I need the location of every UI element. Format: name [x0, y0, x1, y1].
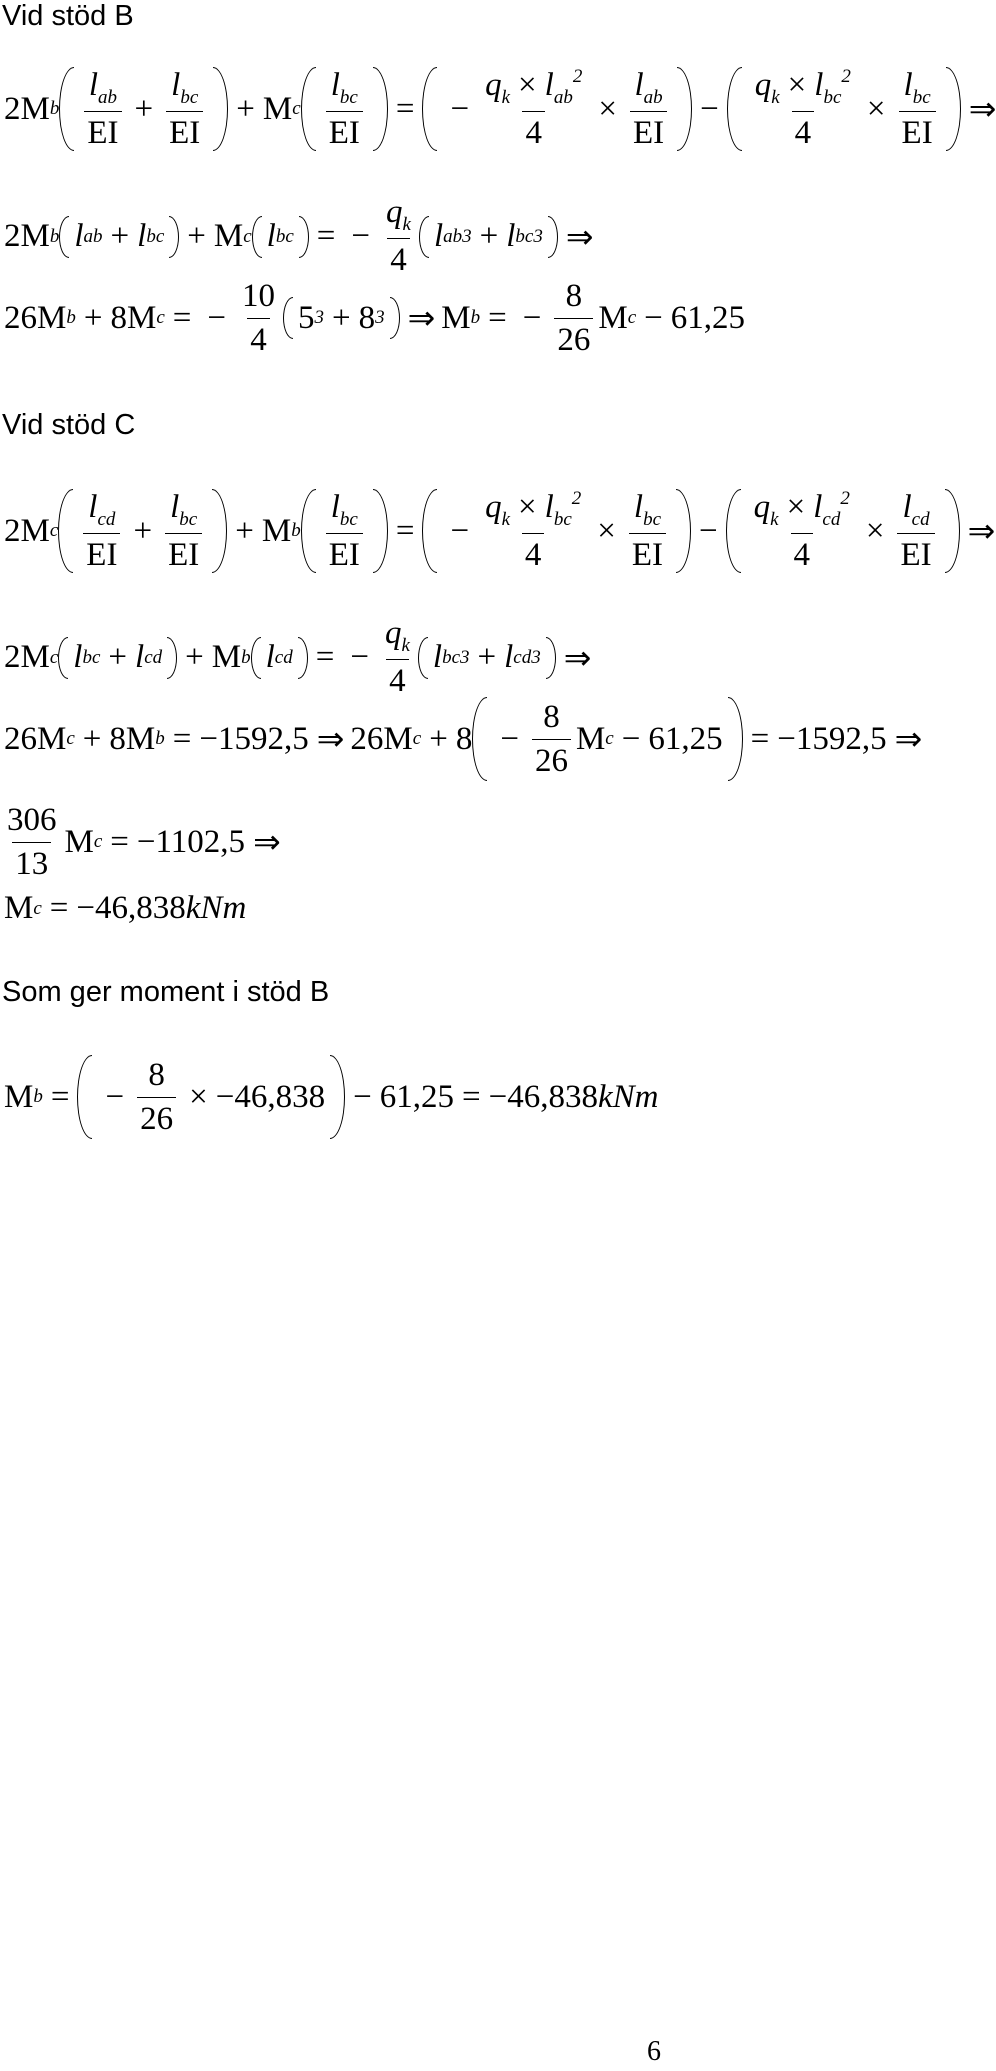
- equation-b-2: 2M b l ab + l bc + M c l bc = − $\frac{q_k}{4}$ l ab 3 + l bc 3 ⇒: [4, 194, 594, 279]
- page-number: 6: [647, 2036, 661, 2067]
- equation-b-3: 26M b + 8M c = − $\frac{10}{4}$ 5 3 + 8 3 ⇒ M b = − $\frac{8}{26}$ M c − 61,25: [4, 278, 746, 358]
- equation-c-result: M c = − 46,838 kNm: [4, 890, 247, 926]
- equation-c-1: 2M c $\frac{l_{cd}}{EI}$ + $\frac{l_{bc}}{EI}$ + M b $\frac{l_{bc}}{EI}$ = − $\frac{q_k \times l_{bc}^2}{4}$ × $\frac{l_{bc}}{EI}$ − $\frac{q_k \times l_{cd}^2}{4}$ × $\frac{l_{cd}}{EI}$ ⇒: [4, 488, 996, 574]
- equation-b-1: 2M b $\frac{l_{ab}}{EI}$ + $\frac{l_{bc}}{EI}$ + M c $\frac{l_{bc}}{EI}$ = − $\frac{q_k \times l_{ab}^2}{4}$ × $\frac{l_{ab}}{EI}$ − $\frac{q_k \times l_{bc}^2}{4}$ × $\frac{l_{bc}}{EI}$ ⇒: [4, 66, 996, 152]
- heading-result: Som ger moment i stöd B: [2, 976, 330, 1008]
- equation-c-2: 2M c l bc + l cd + M b l cd = − $\frac{q_k}{4}$ l bc 3 + l cd 3 ⇒: [4, 615, 592, 700]
- heading-stod-c: Vid stöd C: [2, 409, 136, 441]
- equation-result-mb: M b = − $\frac{8}{26}$ × − 46,838 − 61,25 = − 46,838 kNm: [4, 1055, 658, 1139]
- heading-stod-b: Vid stöd B: [2, 0, 134, 32]
- equation-c-3: 26M c + 8M b = − 1592,5 ⇒ 26M c + 8 − $\frac{8}{26}$ M c − 61,25 = − 1592,5 ⇒: [4, 697, 922, 781]
- equation-c-4: $\frac{306}{13}$ M c = − 1102,5 ⇒: [7, 802, 281, 882]
